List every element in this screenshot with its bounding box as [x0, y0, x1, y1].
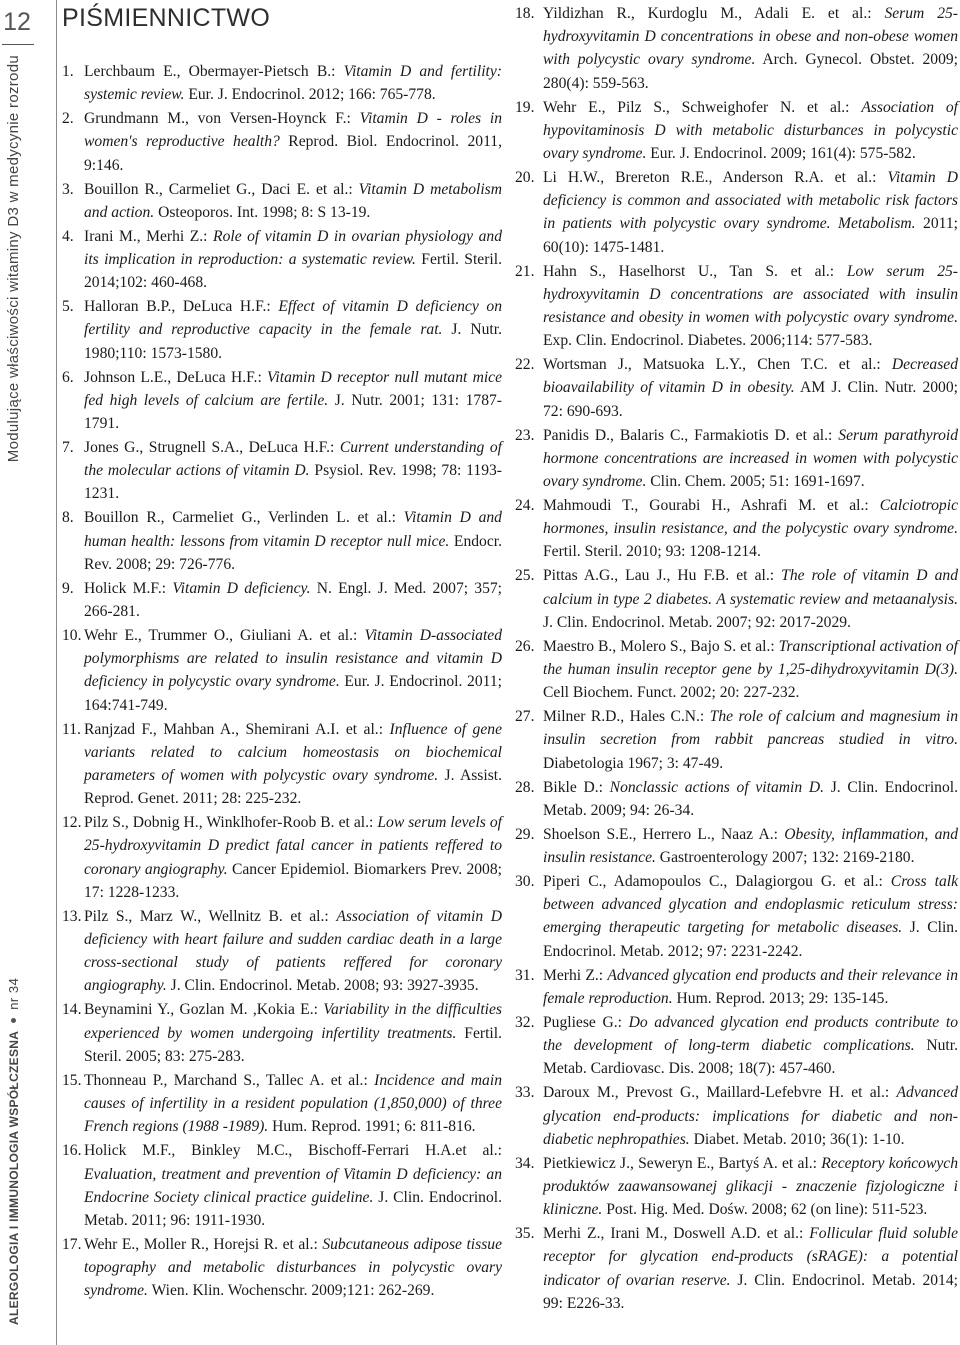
reference-authors: Johnson L.E., DeLuca H.F.: [84, 368, 268, 386]
reference-title: Role of vitamin D in ovarian physiology and its implication in reproduction: a systematic review. [84, 227, 503, 269]
reference-title: Association of vitamin D deficiency with heart failure and sudden cardiac death in a large cross-sectional study of patients reffered for coronary angiography. [84, 907, 502, 995]
reference-source: Hum. Reprod. 2013; 29: 135-145. [672, 989, 889, 1007]
reference-item [62, 998, 502, 1068]
reference-authors: Merhi Z.: [543, 966, 608, 984]
reference-item [62, 1139, 502, 1232]
reference-authors: Pietkiewicz J., Seweryn E., Bartyś A. et al.: [543, 1154, 822, 1172]
reference-number: 24. [515, 497, 535, 515]
reference-item [62, 107, 502, 177]
reference-number: 18. [515, 5, 535, 22]
reference-number: 19. [515, 98, 535, 116]
reference-source: J. Nutr. 2001; 131: 1787-1791. [84, 391, 502, 433]
reference-source: AM J. Clin. Nutr. 2000; 72: 690-693. [543, 379, 958, 420]
reference-item [515, 705, 958, 775]
reference-number: 3. [62, 180, 74, 198]
reference-authors: Hahn S., Haselhorst U., Tan S. et al.: [543, 262, 847, 280]
reference-number: 6. [62, 368, 74, 386]
issue-number: nr 34 [6, 977, 21, 1010]
reference-number: 23. [515, 426, 535, 444]
reference-authors: Holick M.F., Binkley M.C., Bischoff-Ferrari H.A.et al.: [84, 1142, 502, 1160]
reference-authors: Merhi Z., Irani M., Doswell A.D. et al.: [543, 1225, 810, 1243]
reference-source: Endocr. Rev. 2008; 29: 726-776. [84, 532, 502, 573]
reference-source: Nutr. Metab. Cardiovasc. Dis. 2008; 18(7): 457-460. [543, 1037, 958, 1078]
reference-title: The role of vitamin D and calcium in type 2 diabetes. A systematic review and metaanalysis. [543, 567, 958, 608]
reference-title: Nonclassic actions of vitamin D. [609, 778, 824, 796]
reference-authors: Beynamini Y., Gozlan M. ,Kokia E.: [84, 1001, 324, 1019]
reference-source: J. Clin. Endocrinol. Metab. 2012; 97: 2231-2242. [543, 919, 958, 960]
reference-number: 14. [62, 1001, 82, 1019]
reference-number: 34. [515, 1154, 535, 1172]
reference-authors: Wehr E., Moller R., Horejsi R. et al.: [84, 1235, 323, 1253]
reference-item [62, 225, 502, 295]
reference-item [62, 295, 502, 365]
reference-authors: Pilz S., Dobnig H., Winklhofer-Roob B. et al.: [84, 814, 378, 832]
reference-number: 15. [62, 1071, 82, 1089]
reference-title: Decreased bioavailability of vitamin D in obesity. [543, 356, 958, 397]
sidebar [0, 0, 57, 1345]
reference-source: Eur. J. Endocrinol. 2011; 164:741-749. [84, 673, 502, 714]
reference-item [515, 823, 958, 869]
reference-number: 27. [515, 708, 535, 726]
reference-source: J. Clin. Endocrinol. Metab. 2014; 99: E226-33. [543, 1271, 958, 1312]
reference-authors: Holick M.F.: [84, 579, 173, 597]
reference-item [62, 506, 502, 576]
reference-source: Eur. J. Endocrinol. 2012; 166: 765-778. [184, 86, 436, 104]
reference-title: Vitamin D - roles in women's reproductive health? [84, 110, 502, 151]
reference-title: Transcriptional activation of the human insulin receptor gene by 1,25-dihydroxyvitamin D(3). [543, 637, 958, 679]
reference-number: 7. [62, 439, 74, 457]
reference-authors: Bouillon R., Carmeliet G., Daci E. et al.: [84, 180, 359, 198]
reference-source: Fertil. Steril. 2005; 83: 275-283. [84, 1024, 502, 1065]
reference-authors: Grundmann M., von Versen-Hoynck F.: [84, 110, 360, 128]
reference-source: Reprod. Biol. Endocrinol. 2011, 9:146. [84, 133, 502, 174]
reference-item [62, 1069, 502, 1139]
reference-item [62, 60, 502, 106]
reference-item [515, 2, 958, 95]
reference-source: Psysiol. Rev. 1998; 78: 1193-1231. [84, 462, 502, 503]
reference-number: 33. [515, 1084, 535, 1102]
reference-authors: Panidis D., Balaris C., Farmakiotis D. et al.: [543, 426, 839, 444]
reference-number: 12. [62, 814, 82, 832]
bullet-separator [11, 1018, 16, 1023]
reference-source: Post. Hig. Med. Dośw. 2008; 62 (on line): 511-523. [602, 1201, 928, 1219]
reference-title: Serum parathyroid hormone concentrations are increased in women with polycystic ovary syndrome. [543, 426, 958, 491]
reference-authors: Pugliese G.: [543, 1013, 629, 1031]
reference-item [515, 635, 958, 705]
reference-number: 35. [515, 1225, 535, 1243]
reference-number: 22. [515, 356, 535, 374]
reference-authors: Thonneau P., Marchand S., Tallec A. et al.: [84, 1071, 375, 1089]
reference-source: Osteoporos. Int. 1998; 8: S 13-19. [154, 203, 371, 221]
journal-info [6, 978, 21, 1325]
reference-authors: Lerchbaum E., Obermayer-Pietsch B.: [84, 63, 344, 80]
reference-title: Effect of vitamin D deficiency on fertility and reproductive capacity in the female rat. [84, 298, 502, 339]
reference-item [62, 718, 502, 811]
reference-title: Obesity, inflammation, and insulin resistance. [543, 825, 958, 867]
reference-source: Exp. Clin. Endocrinol. Diabetes. 2006;114: 577-583. [543, 332, 873, 350]
reference-number: 9. [62, 579, 74, 597]
reference-item [515, 776, 958, 822]
reference-item [62, 1233, 502, 1303]
reference-item [515, 494, 958, 564]
reference-item [515, 1152, 958, 1222]
reference-source: Hum. Reprod. 1991; 6: 811-816. [268, 1118, 476, 1136]
reference-source: Wien. Klin. Wochenschr. 2009;121: 262-269. [147, 1282, 435, 1300]
reference-authors: Wehr E., Pilz S., Schweighofer N. et al.: [543, 98, 862, 116]
reference-source: 2011; 60(10): 1475-1481. [543, 215, 958, 256]
reference-source: J. Assist. Reprod. Genet. 2011; 28: 225-232. [84, 767, 502, 808]
reference-item [515, 166, 958, 259]
page-number-rule [2, 44, 34, 45]
reference-item [62, 577, 502, 623]
reference-title: Receptory końcowych produktów zaawansowanej glikacji - znaczenie fizjologiczne i kliniczne. [543, 1154, 958, 1219]
reference-number: 5. [62, 298, 74, 316]
reference-authors: Bikle D.: [543, 778, 610, 796]
reference-title: Vitamin D-associated polymorphisms are related to insulin resistance and vitamin D deficiency in polycystic ovary syndrome. [84, 627, 503, 691]
reference-item [515, 260, 958, 353]
reference-title: Evaluation, treatment and prevention of Vitamin D deficiency: an Endocrine Society clinical practice guideline. [84, 1165, 502, 1206]
reference-number: 13. [62, 907, 82, 925]
reference-source: Diabet. Metab. 2010; 36(1): 1-10. [689, 1130, 905, 1148]
reference-item [62, 624, 502, 717]
references-left-column [62, 60, 502, 1303]
reference-title: Do advanced glycation end products contribute to the development of long-term diabetic complications. [543, 1013, 958, 1055]
reference-number: 25. [515, 567, 535, 585]
reference-source: Arch. Gynecol. Obstet. 2009; 280(4): 559-563. [543, 51, 959, 92]
reference-authors: Bouillon R., Carmeliet G., Verlinden L. et al.: [84, 509, 404, 527]
reference-authors: Maestro B., Molero S., Bajo S. et al.: [543, 637, 779, 655]
reference-source: J. Clin. Endocrinol. Metab. 2009; 94: 26-34. [543, 778, 958, 819]
reference-authors: Li H.W., Brereton R.E., Anderson R.A. et al.: [543, 169, 888, 187]
reference-authors: Yildizhan R., Kurdoglu M., Adali E. et al.: [543, 5, 885, 22]
reference-title: Vitamin D and fertility: systemic review. [84, 63, 502, 104]
reference-title: Calciotropic hormones, insulin resistance, and the polycystic ovary syndrome. [543, 497, 958, 538]
reference-number: 30. [515, 873, 535, 891]
reference-number: 2. [62, 110, 74, 128]
reference-source: J. Clin. Endocrinol. Metab. 2007; 92: 2017-2029. [543, 613, 851, 631]
reference-number: 10. [62, 627, 82, 645]
reference-number: 11. [62, 720, 81, 738]
reference-authors: Pilz S., Marz W., Wellnitz B. et al.: [84, 907, 337, 925]
reference-source: Cell Biochem. Funct. 2002; 20: 227-232. [543, 684, 800, 702]
reference-authors: Ranjzad F., Mahban A., Shemirani A.I. et al.: [84, 720, 390, 738]
reference-number: 26. [515, 637, 535, 655]
reference-item [515, 424, 958, 494]
reference-title: Association of hypovitaminosis D with metabolic disturbances in polycystic ovary syndrome. [543, 98, 959, 163]
reference-source: Fertil. Steril. 2010; 93: 1208-1214. [543, 543, 761, 561]
reference-authors: Pittas A.G., Lau J., Hu F.B. et al.: [543, 567, 782, 585]
reference-item [62, 436, 502, 506]
reference-authors: Mahmoudi T., Gourabi H., Ashrafi M. et al.: [543, 497, 880, 515]
reference-number: 29. [515, 825, 535, 843]
reference-authors: Shoelson S.E., Herrero L., Naaz A.: [543, 825, 785, 843]
reference-title: Variability in the difficulties experienced by women undergoing infertility treatments. [84, 1001, 502, 1042]
reference-item [62, 366, 502, 436]
reference-title: Current understanding of the molecular actions of vitamin D. [84, 439, 502, 480]
reference-number: 21. [515, 262, 535, 280]
reference-title: Influence of gene variants related to calcium homeostasis on biochemical parameters of women with polycystic ovary syndrome. [84, 720, 502, 785]
reference-authors: Daroux M., Prevost G., Maillard-Lefebvre H. et al.: [543, 1084, 897, 1102]
reference-title: Low serum levels of 25-hydroxyvitamin D predict fatal cancer in patients reffered to coronary angiography. [84, 814, 503, 878]
reference-number: 8. [62, 509, 74, 527]
running-header [5, 55, 22, 1325]
page-number: 12 [3, 8, 31, 36]
reference-source: Cancer Epidemiol. Biomarkers Prev. 2008; 17: 1228-1233. [84, 860, 502, 901]
reference-item [515, 870, 958, 963]
reference-title: Vitamin D deficiency. [172, 579, 311, 597]
reference-title: Low serum 25-hydroxyvitamin D concentrations are associated with insulin resistance and obesity in women with polycystic ovary syndrome. [543, 262, 958, 327]
journal-name: ALERGOLOGIA I IMMUNOLOGIA WSPÓŁCZESNA [6, 1030, 21, 1325]
reference-title: Vitamin D and human health: lessons from vitamin D receptor null mice. [84, 509, 502, 550]
reference-item [515, 1011, 958, 1081]
reference-number: 16. [62, 1142, 82, 1160]
reference-title: Vitamin D metabolism and action. [84, 180, 502, 221]
reference-source: N. Engl. J. Med. 2007; 357; 266-281. [84, 579, 503, 621]
references-right-column [515, 2, 958, 1316]
reference-title: Vitamin D receptor null mutant mice fed high levels of calcium are fertile. [84, 368, 503, 409]
reference-number: 1. [62, 63, 74, 80]
reference-item [515, 564, 958, 634]
reference-authors: Halloran B.P., DeLuca H.F.: [84, 298, 279, 316]
reference-source: Eur. J. Endocrinol. 2009; 161(4): 575-582. [646, 145, 916, 163]
reference-item [62, 178, 502, 224]
reference-title: Follicular fluid soluble receptor for glycation end-products (sRAGE): a potential indicator of ovarian reserve. [543, 1225, 959, 1289]
reference-title: Cross talk between advanced glycation and endoplasmic reticulum stress: emerging therapeutic targeting for metabolic diseases. [543, 873, 958, 937]
section-title: PIŚMIENNICTWO [62, 4, 271, 32]
reference-authors: Milner R.D., Hales C.N.: [543, 708, 710, 726]
reference-number: 4. [62, 227, 74, 245]
reference-title: Advanced glycation end products and their relevance in female reproduction. [543, 966, 958, 1007]
reference-title: Serum 25-hydroxyvitamin D concentrations in obese and non-obese women with polycystic ovary syndrome. [543, 5, 958, 69]
reference-item [515, 96, 958, 166]
reference-number: 17. [62, 1235, 82, 1253]
reference-item [515, 964, 958, 1010]
reference-source: J. Clin. Endocrinol. Metab. 2011; 96: 1911-1930. [84, 1188, 502, 1229]
reference-authors: Wehr E., Trummer O., Giuliani A. et al.: [84, 627, 365, 645]
article-running-title: Modulujące właściwości witaminy D3 w medycynie rozrodu [5, 55, 22, 463]
reference-item [62, 905, 502, 998]
reference-number: 28. [515, 778, 535, 796]
reference-item [515, 353, 958, 423]
reference-authors: Jones G., Strugnell S.A., DeLuca H.F.: [84, 439, 340, 457]
reference-source: Clin. Chem. 2005; 51: 1691-1697. [646, 473, 865, 491]
reference-title: Incidence and main causes of infertility in a resident population (1,850,000) of three French regions (1988 -1989). [84, 1071, 502, 1136]
reference-title: The role of calcium and magnesium in insulin secretion from rabbit pancreas studied in vitro. [543, 708, 958, 749]
reference-authors: Irani M., Merhi Z.: [84, 227, 214, 245]
reference-item [515, 1081, 958, 1151]
reference-source: J. Clin. Endocrinol. Metab. 2008; 93: 3927-3935. [166, 977, 479, 995]
reference-title: Subcutaneous adipose tissue topography and metabolic disturbances in polycystic ovary syndrome. [84, 1235, 502, 1300]
reference-item [515, 1222, 958, 1315]
reference-number: 32. [515, 1013, 535, 1031]
reference-authors: Wortsman J., Matsuoka L.Y., Chen T.C. et al.: [543, 356, 892, 374]
reference-source: Diabetologia 1967; 3: 47-49. [543, 754, 724, 772]
reference-title: Vitamin D deficiency is common and associated with metabolic risk factors in patients with polycystic ovary syndrome. Metabolism. [543, 169, 958, 233]
reference-authors: Piperi C., Adamopoulos C., Dalagiorgou G. et al.: [543, 873, 891, 891]
reference-source: Fertil. Steril. 2014;102: 460-468. [84, 251, 502, 292]
reference-number: 20. [515, 169, 535, 187]
reference-number: 31. [515, 966, 535, 984]
reference-source: J. Nutr. 1980;110: 1573-1580. [84, 321, 502, 362]
reference-title: Advanced glycation end-products: implications for diabetic and non-diabetic nephropathies. [543, 1084, 958, 1148]
reference-item [62, 811, 502, 904]
reference-source: Gastroenterology 2007; 132: 2169-2180. [655, 849, 915, 867]
